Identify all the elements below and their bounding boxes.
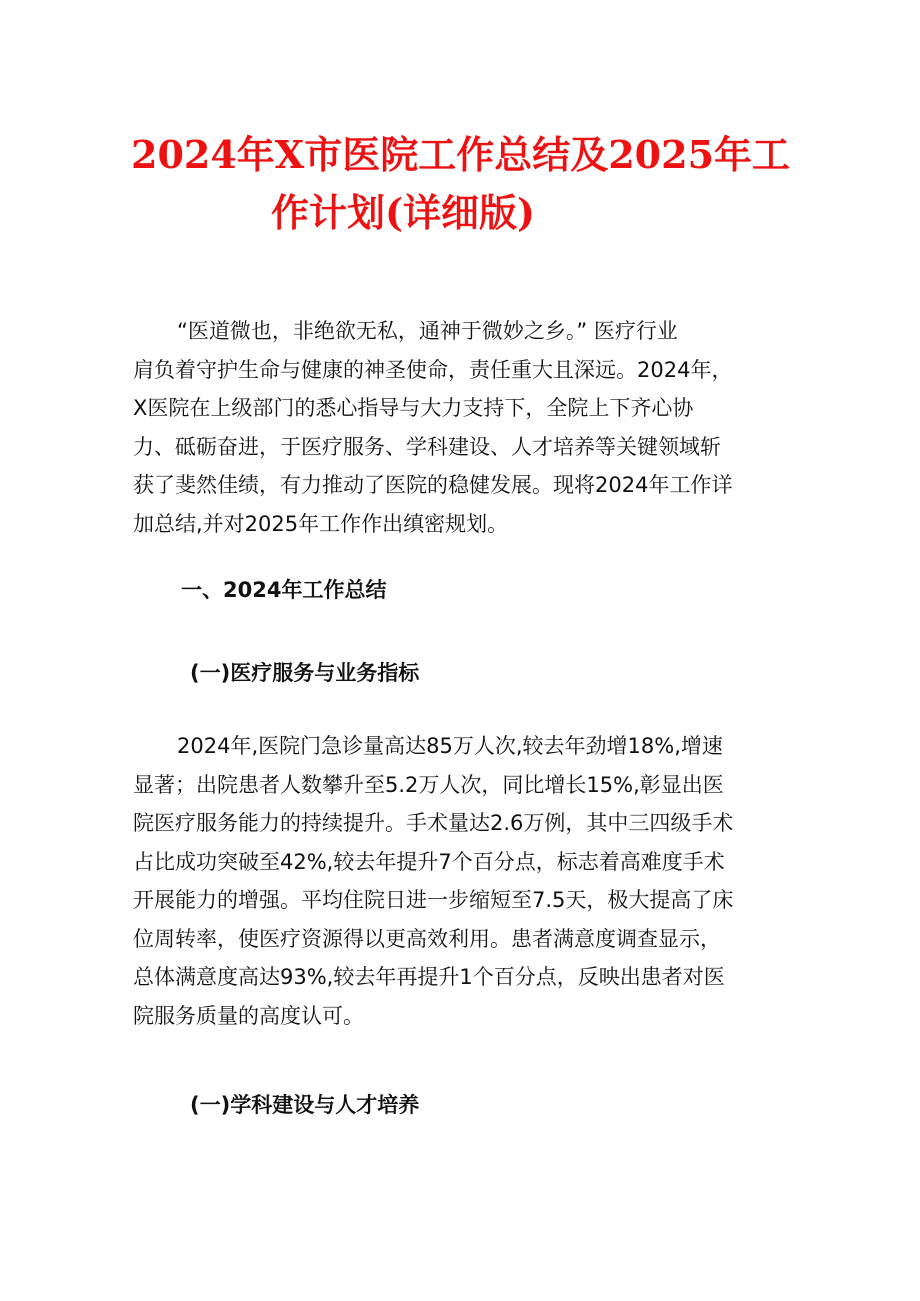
body-paragraph xyxy=(133,727,803,1035)
body-line: 占比成功突破至42%,较去年提升7个百分点，标志着高难度手术 xyxy=(133,849,725,874)
intro-line: 加总结,并对2025年工作作出缜密规划。 xyxy=(133,511,509,536)
intro-line: “医道微也，非绝欲无私，通神于微妙之乡。” 医疗行业 xyxy=(177,319,678,343)
body-line: 2024年,医院门急诊量高达85万人次,较去年劲增18%,增速 xyxy=(177,734,723,758)
intro-line: 肩负着守护生命与健康的神圣使命，责任重大且深远。2024年， xyxy=(133,357,733,382)
intro-line: 获了斐然佳绩，有力推动了医院的稳健发展。现将2024年工作详 xyxy=(133,473,733,497)
body-line: 院服务质量的高度认可。 xyxy=(133,1003,364,1028)
intro-line: 力、砥砺奋进，于医疗服务、学科建设、人才培养等关键领域斩 xyxy=(133,434,721,459)
subsection-heading-medical-services: (一)医疗服务与业务指标 xyxy=(190,661,420,685)
subsection-heading-discipline-talent: (一)学科建设与人才培养 xyxy=(190,1093,420,1117)
body-line: 开展能力的增强。平均住院日进一步缩短至7.5天，极大提高了床 xyxy=(133,888,734,912)
body-line: 位周转率，使医疗资源得以更高效利用。患者满意度调查显示， xyxy=(133,926,721,951)
body-line: 院医疗服务能力的持续提升。手术量达2.6万例，其中三四级手术 xyxy=(133,811,734,835)
intro-line: X医院在上级部门的悉心指导与大力支持下，全院上下齐心协 xyxy=(133,396,694,420)
intro-paragraph xyxy=(133,312,803,543)
section-heading: 一、2024年工作总结 xyxy=(181,578,387,602)
document-title-line1: 2024年X市医院工作总结及2025年工 xyxy=(131,132,791,177)
document-title-line2: 作计划(详细版) xyxy=(271,190,535,235)
body-line: 显著；出院患者人数攀升至5.2万人次，同比增长15%,彰显出医 xyxy=(133,772,724,797)
body-line: 总体满意度高达93%,较去年再提升1个百分点，反映出患者对医 xyxy=(133,965,725,989)
